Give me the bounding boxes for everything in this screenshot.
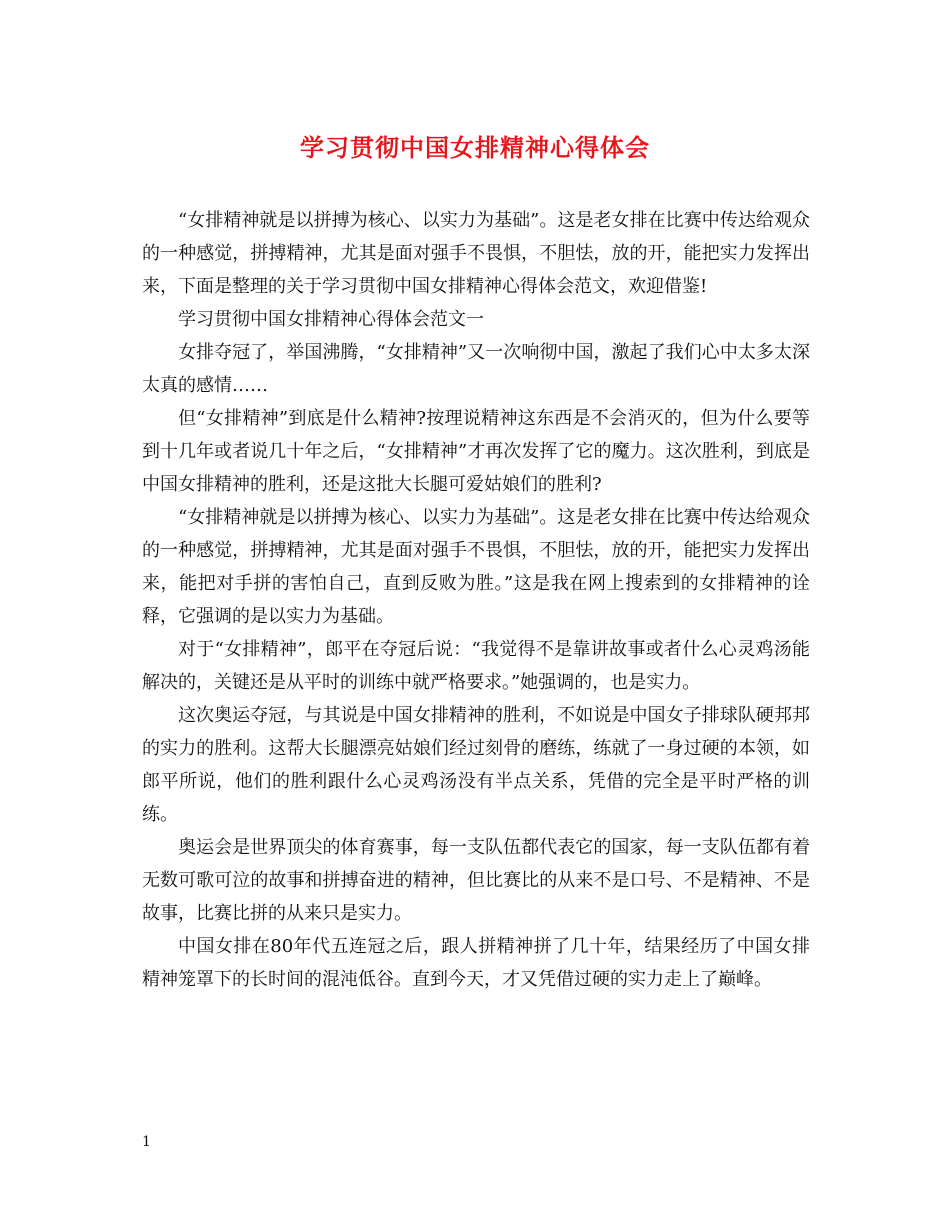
paragraph-3: 但“女排精神”到底是什么精神?按理说精神这东西是不会消灭的，但为什么要等到十几年或者说几十年之后，“女排精神”才再次发挥了它的魔力。这次胜利，到底是中国女排精神的胜利，还是这批大长腿可爱姑娘们的胜利? bbox=[142, 408, 810, 495]
paragraph-intro: “女排精神就是以拼搏为核心、以实力为基础”。这是老女排在比赛中传达给观众的一种感觉，拼搏精神，尤其是面对强手不畏惧，不胆怯，放的开，能把实力发挥出来，下面是整理的关于学习贯彻中国女排精神心得体会范文，欢迎借鉴! bbox=[142, 210, 810, 297]
paragraph-section-heading: 学习贯彻中国女排精神心得体会范文一 bbox=[178, 309, 484, 330]
paragraph-8: 中国女排在80年代五连冠之后，跟人拼精神拼了几十年，结果经历了中国女排精神笼罩下的长时间的混沌低谷。直到今天，才又凭借过硬的实力走上了巅峰。 bbox=[142, 936, 810, 990]
paragraph-2: 女排夺冠了，举国沸腾，“女排精神”又一次响彻中国，激起了我们心中太多太深太真的感情…… bbox=[142, 342, 810, 396]
paragraph-7: 奥运会是世界顶尖的体育赛事，每一支队伍都代表它的国家，每一支队伍都有着无数可歌可泣的故事和拼搏奋进的精神，但比赛比的从来不是口号、不是精神、不是故事，比赛比拼的从来只是实力。 bbox=[142, 837, 810, 924]
paragraph-5: 对于“女排精神”，郎平在夺冠后说：“我觉得不是靠讲故事或者什么心灵鸡汤能解决的，关键还是从平时的训练中就严格要求。”她强调的，也是实力。 bbox=[142, 639, 810, 693]
paragraph-6: 这次奥运夺冠，与其说是中国女排精神的胜利，不如说是中国女子排球队硬邦邦的实力的胜利。这帮大长腿漂亮姑娘们经过刻骨的磨练，练就了一身过硬的本领，如郎平所说，他们的胜利跟什么心灵鸡汤没有半点关系，凭借的完全是平时严格的训练。 bbox=[142, 705, 810, 825]
document-body bbox=[142, 204, 810, 996]
document-title: 学习贯彻中国女排精神心得体会 bbox=[300, 133, 650, 162]
paragraph-4: “女排精神就是以拼搏为核心、以实力为基础”。这是老女排在比赛中传达给观众的一种感觉，拼搏精神，尤其是面对强手不畏惧，不胆怯，放的开，能把实力发挥出来，能把对手拼的害怕自己，直到反败为胜。”这是我在网上搜索到的女排精神的诠释，它强调的是以实力为基础。 bbox=[142, 507, 810, 627]
page-number: 1 bbox=[142, 1134, 151, 1150]
